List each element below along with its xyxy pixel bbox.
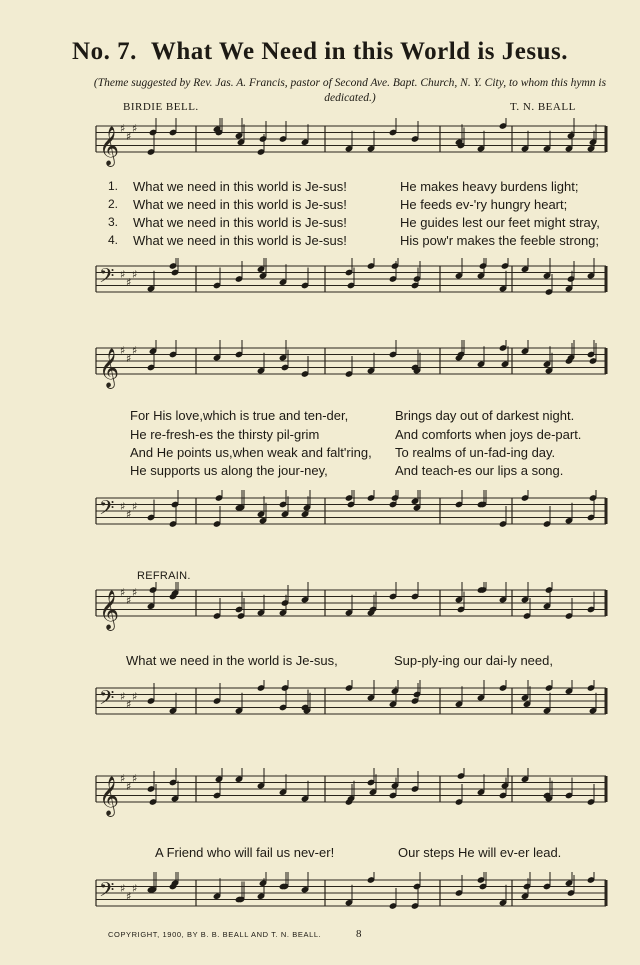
verse-3-line-1 xyxy=(0,215,640,233)
sharp-icon: ♯ xyxy=(126,698,132,711)
lyric-text: To realms of un-fad-ing day. xyxy=(395,445,556,460)
refrain-label: REFRAIN. xyxy=(137,570,191,582)
lyric-text: He supports us along the jour-ney, xyxy=(130,463,328,478)
verse-1-line-1 xyxy=(0,179,640,197)
lyric-text: And comforts when joys de-part. xyxy=(395,427,582,442)
sharp-icon: ♯ xyxy=(132,772,138,785)
sharp-icon: ♯ xyxy=(120,268,126,281)
lyric-text: Sup-ply-ing our dai-ly need, xyxy=(394,653,553,668)
system-1-bass-staff xyxy=(0,258,640,320)
sharp-icon: ♯ xyxy=(132,344,138,357)
system-2-treble-staff xyxy=(0,340,640,400)
lyric-text: He re-fresh-es the thirsty pil-grim xyxy=(130,427,320,442)
system-2-bass-staff xyxy=(0,490,640,552)
bass-clef-icon: 𝄢 xyxy=(99,496,115,524)
lyric-text: He feeds ev-'ry hungry heart; xyxy=(400,197,568,212)
sharp-icon: ♯ xyxy=(132,122,138,135)
sharp-icon: ♯ xyxy=(132,690,138,703)
lyric-text: What we need in the world is Je-sus, xyxy=(126,653,338,668)
hymn-title: What We Need in this World is Jesus. xyxy=(150,38,568,65)
system-1-treble-staff xyxy=(0,118,640,178)
treble-clef-icon: 𝄞 xyxy=(99,590,120,630)
system-3-bass-staff xyxy=(0,680,640,742)
lyric-text: What we need in this world is Je-sus! xyxy=(133,197,347,212)
verse-number: 4. xyxy=(108,233,119,247)
treble-clef-icon: 𝄞 xyxy=(99,776,120,816)
verse-1-line-2 xyxy=(0,408,640,426)
sharp-icon: ♯ xyxy=(132,500,138,513)
sharp-icon: ♯ xyxy=(126,276,132,289)
sharp-icon: ♯ xyxy=(126,130,132,143)
sharp-icon: ♯ xyxy=(132,882,138,895)
bass-clef-icon: 𝄢 xyxy=(99,264,115,292)
sharp-icon: ♯ xyxy=(120,586,126,599)
system-4-bass-staff xyxy=(0,872,640,934)
composer-credit: T. N. BEALL xyxy=(510,101,576,113)
verse-3-line-2 xyxy=(0,445,640,463)
bass-clef-icon: 𝄢 xyxy=(99,878,115,906)
lyric-text: For His love,which is true and ten-der, xyxy=(130,408,349,423)
sharp-icon: ♯ xyxy=(120,344,126,357)
sharp-icon: ♯ xyxy=(132,268,138,281)
lyric-text: And teach-es our lips a song. xyxy=(395,463,564,478)
bass-clef-icon: 𝄢 xyxy=(99,686,115,714)
sharp-icon: ♯ xyxy=(120,500,126,513)
lyric-text: What we need in this world is Je-sus! xyxy=(133,179,347,194)
lyric-text: A Friend who will fail us nev-er! xyxy=(155,845,335,860)
verse-number: 2. xyxy=(108,197,119,211)
sharp-icon: ♯ xyxy=(120,690,126,703)
lyric-text: Brings day out of darkest night. xyxy=(395,408,575,423)
sharp-icon: ♯ xyxy=(132,586,138,599)
verse-number: 1. xyxy=(108,179,119,193)
treble-clef-icon: 𝄞 xyxy=(99,348,120,388)
lyric-text: He makes heavy burdens light; xyxy=(400,179,579,194)
system-4-treble-staff xyxy=(0,768,640,828)
sharp-icon: ♯ xyxy=(120,772,126,785)
refrain-line-1 xyxy=(0,653,640,671)
lyric-text: Our steps He will ev-er lead. xyxy=(398,845,562,860)
sharp-icon: ♯ xyxy=(126,594,132,607)
sharp-icon: ♯ xyxy=(120,882,126,895)
sharp-icon: ♯ xyxy=(120,122,126,135)
page-number: 8 xyxy=(356,928,362,940)
lyricist-credit: BIRDIE BELL. xyxy=(123,101,199,113)
verse-2-line-1 xyxy=(0,197,640,215)
copyright-notice: COPYRIGHT, 1900, BY B. B. BEALL AND T. N. BEALL. xyxy=(108,930,322,939)
verse-4-line-2 xyxy=(0,463,640,481)
refrain-line-2 xyxy=(0,845,640,863)
lyric-text: And He points us,when weak and falt'ring, xyxy=(130,445,372,460)
sharp-icon: ♯ xyxy=(126,352,132,365)
lyric-text: What we need in this world is Je-sus! xyxy=(133,215,347,230)
hymn-title-line xyxy=(0,38,640,66)
sharp-icon: ♯ xyxy=(126,508,132,521)
lyric-text: What we need in this world is Je-sus! xyxy=(133,233,347,248)
sharp-icon: ♯ xyxy=(126,890,132,903)
verse-number: 3. xyxy=(108,215,119,229)
verse-4-line-1 xyxy=(0,233,640,251)
lyric-text: His pow'r makes the feeble strong; xyxy=(400,233,600,248)
sharp-icon: ♯ xyxy=(126,780,132,793)
system-3-treble-staff xyxy=(0,582,640,642)
lyric-text: He guides lest our feet might stray, xyxy=(400,215,600,230)
verse-2-line-2 xyxy=(0,427,640,445)
treble-clef-icon: 𝄞 xyxy=(99,126,120,166)
dedication-note: (Theme suggested by Rev. Jas. A. Francis, pastor of Second Ave. Bapt. Church, N. Y. City, to whom this hymn is dedicated.) xyxy=(93,77,607,104)
hymn-number: No. 7. xyxy=(72,38,137,65)
